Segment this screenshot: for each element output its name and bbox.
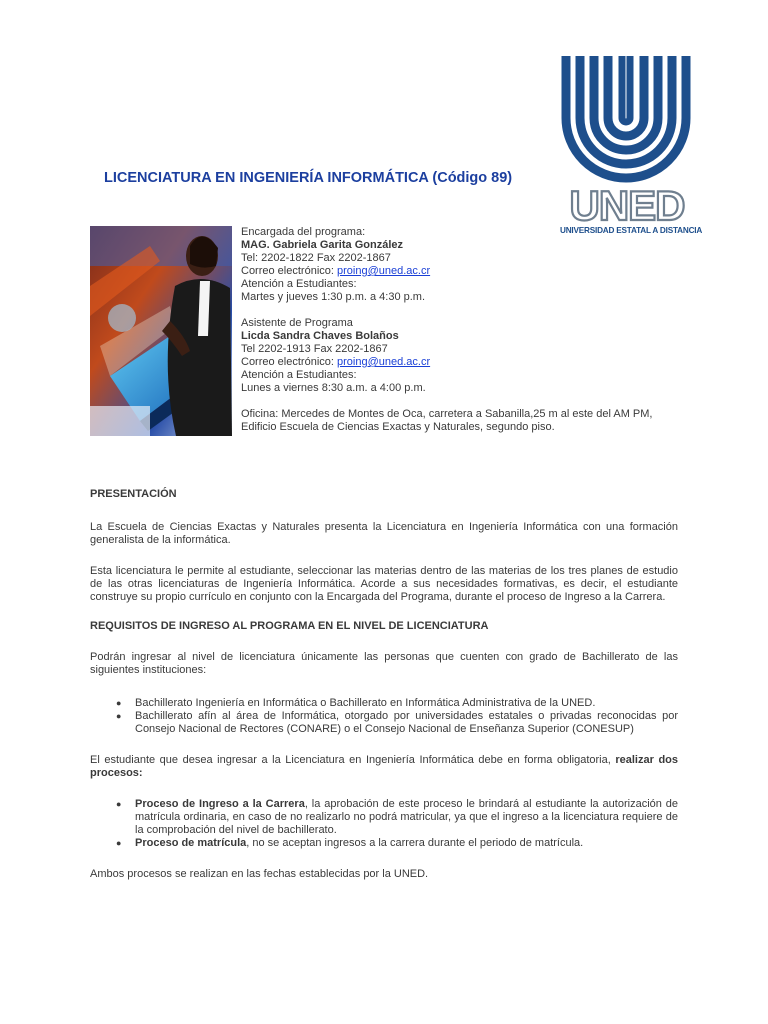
list-item: ● Proceso de Ingreso a la Carrera, la aprobación de este proceso le brindará al estudiante la autorización de matrícula ordinaria, en caso de no realizarlo no podrá matricular, ya que el ingreso a la licenciatura requiere de la comprobación del nivel de bachillerato. [116,798,678,836]
requirements-heading: REQUISITOS DE INGRESO AL PROGRAMA EN EL NIVEL DE LICENCIATURA [90,620,489,632]
assistant-email-label: Correo electrónico: [241,356,337,368]
uned-logo [558,50,703,242]
manager-email-label: Correo electrónico: [241,265,337,277]
mandatory-paragraph: El estudiante que desea ingresar a la Licenciatura en Ingeniería Informática debe en forma obligatoria, realizar dos procesos: [90,754,678,779]
bullet-icon: ● [116,698,122,708]
presentation-heading: PRESENTACIÓN [90,488,177,500]
assistant-role: Asistente de Programa [241,317,353,329]
uned-logo-arcs [558,50,694,186]
manager-email-link[interactable]: proing@uned.ac.cr [337,265,431,277]
contact-block [241,226,711,434]
bullet-icon: ● [116,838,122,848]
office-line-2: Edificio Escuela de Ciencias Exactas y Naturales, segundo piso. [241,421,555,433]
presentation-paragraph-2: Esta licenciatura le permite al estudiante, seleccionar las materias dentro de las materias de los tres planes de estudio de las otras licenciaturas de Ingeniería Informática. Acorde a sus necesidades formativas, es decir, el estudiante construye su propio currículo en conjunto con la Encargada del Programa, durante el proceso de Ingreso a la Carrera. [90,565,678,603]
requirements-intro: Podrán ingresar al nivel de licenciatura únicamente las personas que cuenten con grado de Bachillerato de las siguientes instituciones: [90,651,678,676]
assistant-email-link[interactable]: proing@uned.ac.cr [337,356,431,368]
uned-logo-text: UNED [569,185,685,227]
closing-paragraph: Ambos procesos se realizan en las fechas establecidas por la UNED. [90,868,429,880]
bullet-icon: ● [116,711,122,721]
requirements-list [90,697,678,736]
manager-email-row [241,265,711,278]
uned-logo-wordmark [566,185,688,227]
list-item: ● Proceso de matrícula, no se aceptan ingresos a la carrera durante el periodo de matrícula. [116,837,584,849]
assistant-phone: Tel 2202-1913 Fax 2202-1867 [241,343,388,355]
uned-logo-tagline: UNIVERSIDAD ESTATAL A DISTANCIA [560,226,703,235]
assistant-email-row [241,356,711,369]
manager-hours: Martes y jueves 1:30 p.m. a 4:30 p.m. [241,291,426,303]
manager-phone: Tel: 2202-1822 Fax 2202-1867 [241,252,391,264]
page-title: LICENCIATURA EN INGENIERÍA INFORMÁTICA (Código 89) [104,170,513,186]
assistant-attention-label: Atención a Estudiantes: [241,369,357,381]
manager-role: Encargada del programa: [241,226,366,238]
manager-attention-label: Atención a Estudiantes: [241,278,357,290]
presentation-paragraph-1: La Escuela de Ciencias Exactas y Naturales presenta la Licenciatura en Ingeniería Informática con una formación generalista de la informática. [90,521,678,546]
office-line-1: Oficina: Mercedes de Montes de Oca, carretera a Sabanilla,25 m al este del AM PM, [241,408,653,420]
manager-name: MAG. Gabriela Garita González [241,239,403,251]
list-item: ● Bachillerato afín al área de Informática, otorgado por universidades estatales o privadas reconocidas por Consejo Nacional de Rectores (CONARE) o el Consejo Nacional de Enseñanza Superior (CONESUP) [116,710,678,735]
process-list [90,798,678,850]
bullet-icon: ● [116,799,122,809]
assistant-hours: Lunes a viernes 8:30 a.m. a 4:00 p.m. [241,382,426,394]
assistant-name: Licda Sandra Chaves Bolaños [241,330,399,342]
student-photo [90,226,232,436]
list-item: ● Bachillerato Ingeniería en Informática o Bachillerato en Informática Administrativa de la UNED. [116,697,596,709]
document-body [90,488,678,881]
